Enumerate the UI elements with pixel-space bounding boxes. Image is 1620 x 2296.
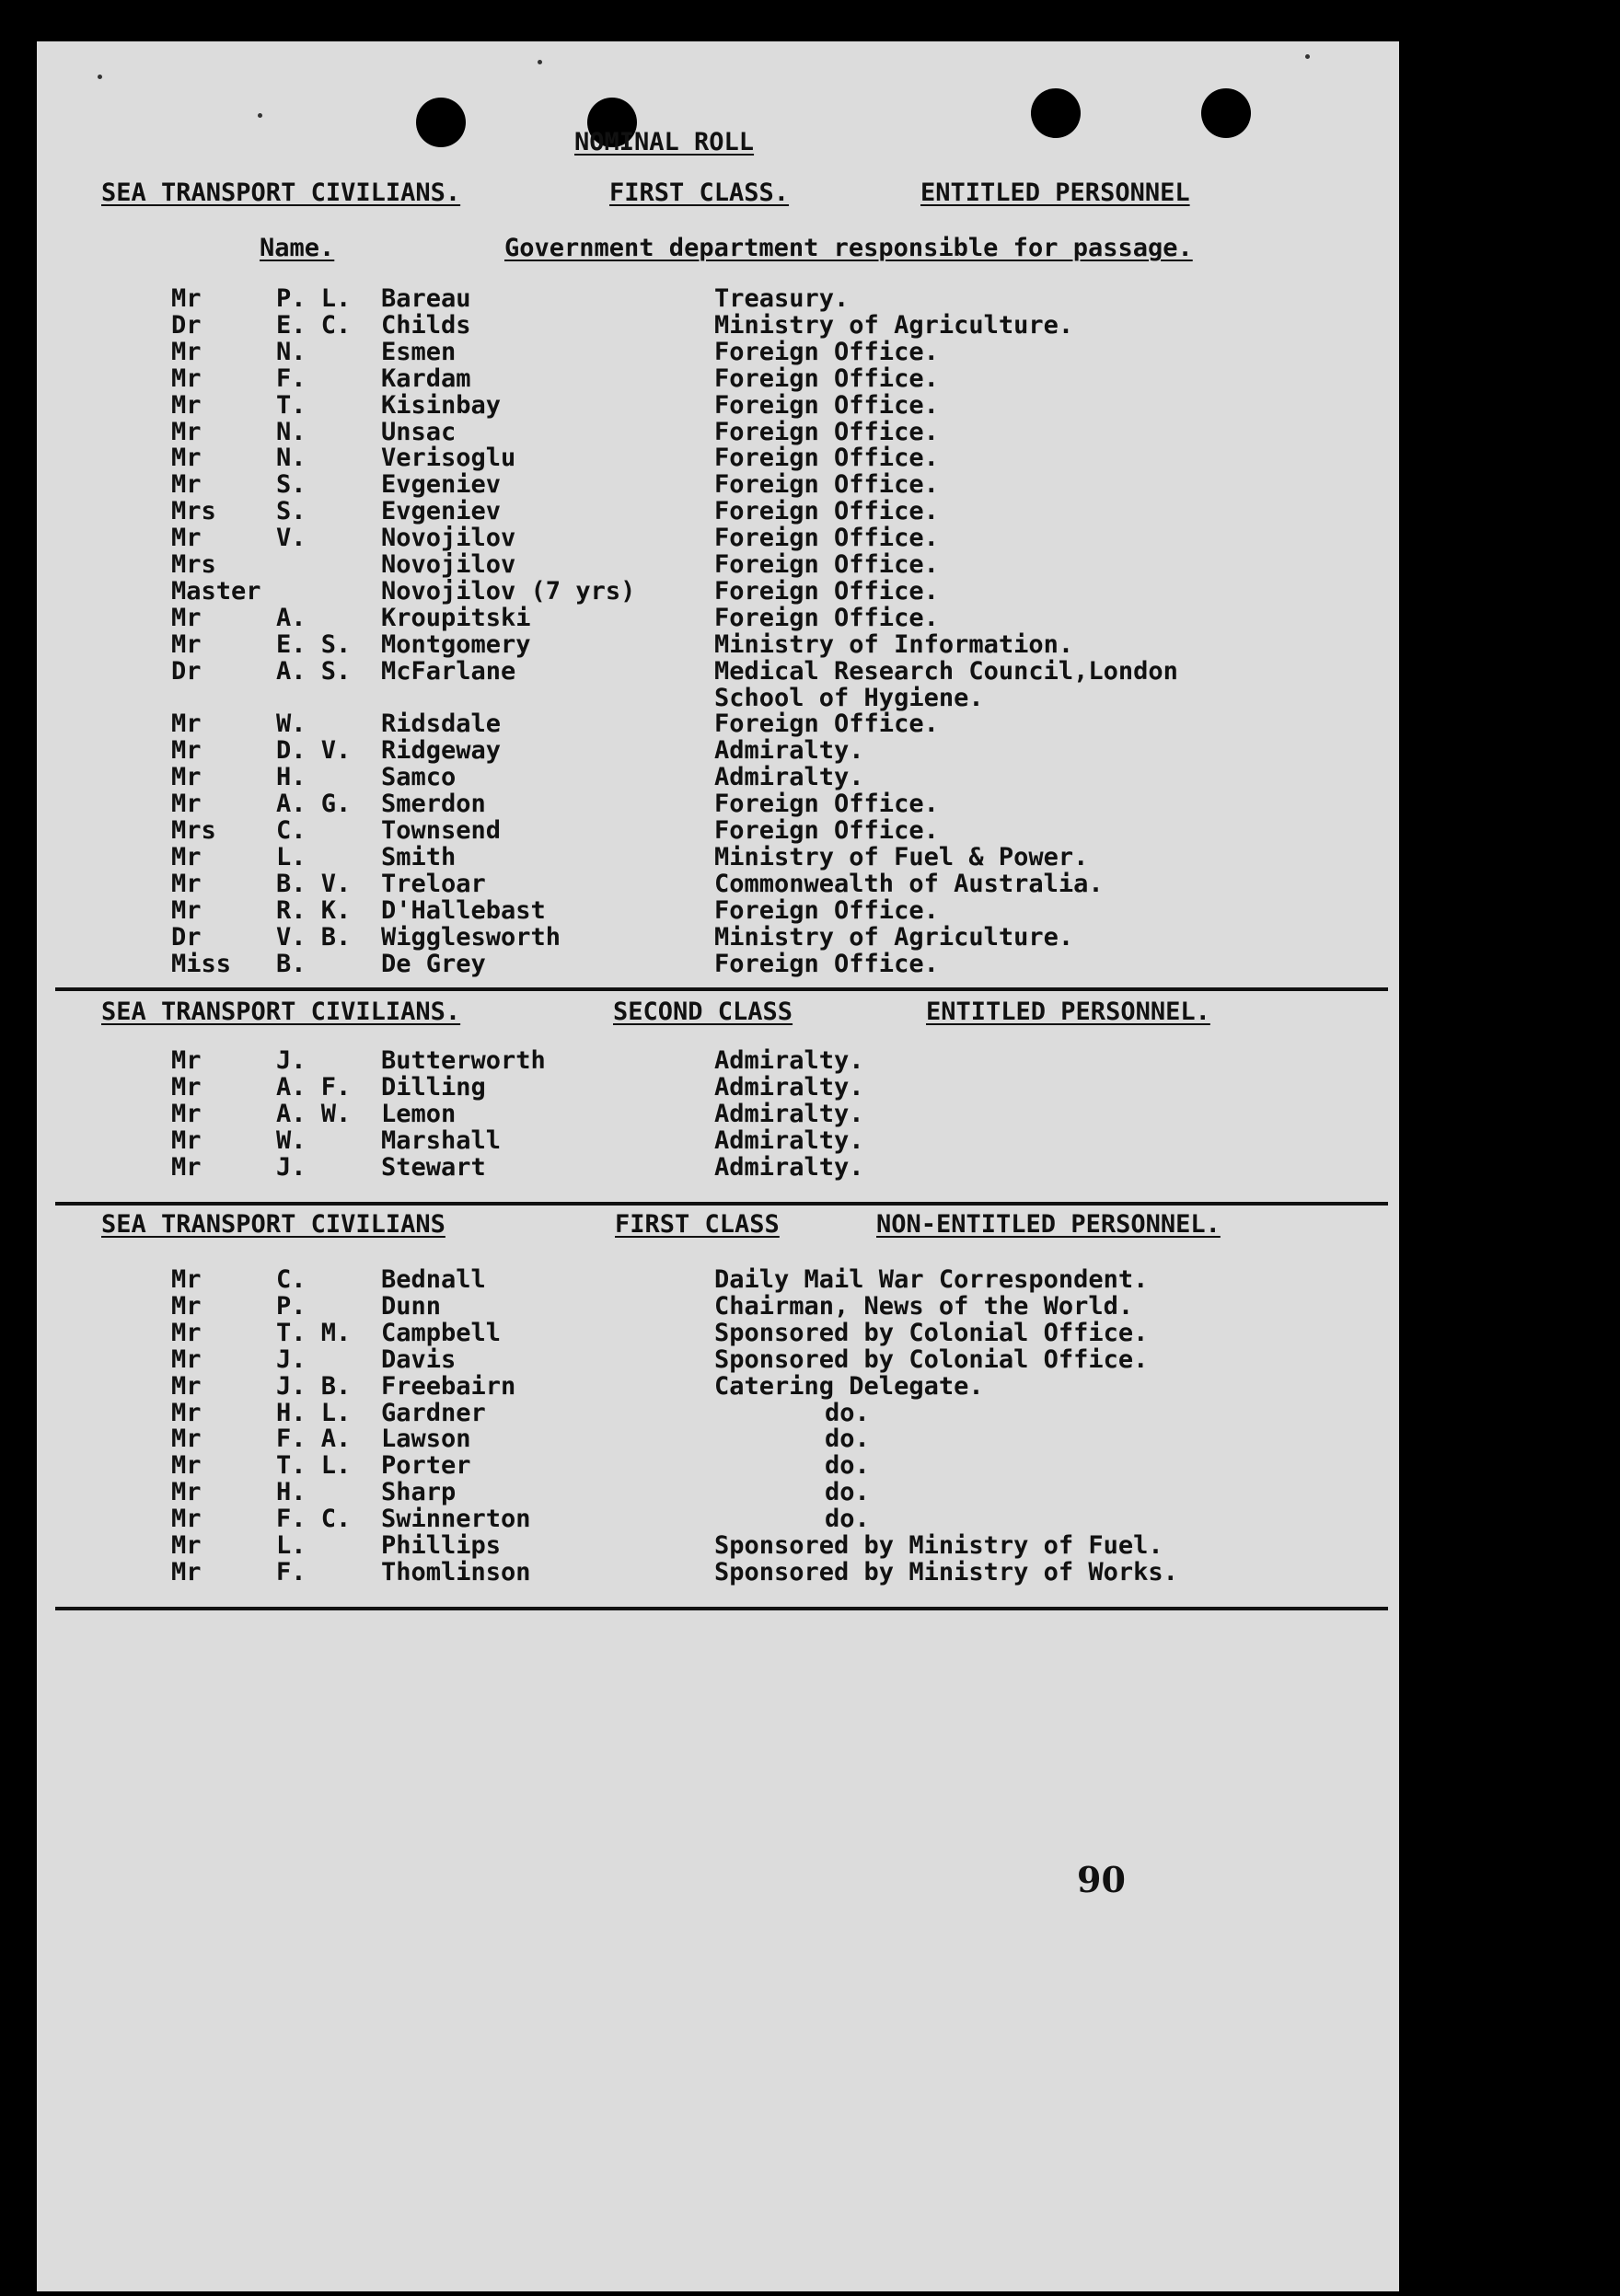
person-title: Mr: [171, 470, 202, 500]
person-initials: T. M.: [276, 1318, 352, 1347]
person-surname: Phillips: [381, 1531, 502, 1560]
person-initials: L.: [276, 1531, 307, 1560]
person-title: Mr: [171, 1072, 202, 1102]
person-initials: S.: [276, 497, 307, 526]
section-heading-entitlement: NON-ENTITLED PERSONNEL.: [876, 1210, 1221, 1239]
person-initials: C.: [276, 816, 307, 845]
person-department: Admiralty.: [714, 763, 864, 792]
person-surname: Treloar: [381, 869, 486, 898]
person-department: Chairman, News of the World.: [714, 1291, 1134, 1321]
person-department: Admiralty.: [714, 1072, 864, 1102]
person-title: Mr: [171, 390, 202, 420]
person-initials: E. S.: [276, 629, 352, 659]
person-initials: B.: [276, 949, 307, 978]
person-initials: N.: [276, 417, 307, 446]
person-initials: T. L.: [276, 1451, 352, 1481]
person-surname: Smerdon: [381, 790, 486, 819]
person-department: Admiralty.: [714, 736, 864, 766]
person-department: Treasury.: [714, 284, 850, 313]
section-divider: [55, 1202, 1388, 1206]
person-department: Sponsored by Colonial Office.: [714, 1344, 1149, 1374]
person-initials: B. V.: [276, 869, 352, 898]
person-initials: J.: [276, 1046, 307, 1075]
person-surname: Evgeniev: [381, 470, 502, 500]
person-initials: F. C.: [276, 1505, 352, 1534]
person-department: Ministry of Fuel & Power.: [714, 842, 1089, 871]
person-initials: H. L.: [276, 1398, 352, 1427]
person-surname: Ridgeway: [381, 736, 502, 766]
person-initials: F.: [276, 1557, 307, 1586]
person-surname: D'Hallebast: [381, 895, 546, 925]
person-department-continued: School of Hygiene.: [714, 683, 984, 712]
person-department: Ministry of Agriculture.: [714, 310, 1074, 340]
section-heading-class: FIRST CLASS.: [609, 179, 790, 207]
person-title: Mrs: [171, 497, 216, 526]
person-department: Sponsored by Ministry of Fuel.: [714, 1531, 1163, 1560]
person-title: Miss: [171, 949, 232, 978]
person-initials: J.: [276, 1152, 307, 1182]
person-initials: J. B.: [276, 1371, 352, 1401]
section-divider: [55, 1607, 1388, 1610]
person-department: Foreign Office.: [714, 710, 939, 739]
person-initials: A. F.: [276, 1072, 352, 1102]
person-surname: Verisoglu: [381, 444, 516, 473]
punch-hole: [416, 98, 466, 147]
person-surname: Dilling: [381, 1072, 486, 1102]
person-initials: R. K.: [276, 895, 352, 925]
person-surname: Unsac: [381, 417, 457, 446]
person-surname: Ridsdale: [381, 710, 502, 739]
person-department: Admiralty.: [714, 1046, 864, 1075]
person-title: Mr: [171, 763, 202, 792]
person-surname: Marshall: [381, 1125, 502, 1155]
person-surname: Dunn: [381, 1291, 442, 1321]
person-initials: N.: [276, 337, 307, 366]
person-surname: Campbell: [381, 1318, 502, 1347]
punch-hole: [1201, 88, 1251, 138]
person-surname: Montgomery: [381, 629, 531, 659]
person-surname: Kisinbay: [381, 390, 502, 420]
person-title: Mr: [171, 790, 202, 819]
person-surname: Stewart: [381, 1152, 486, 1182]
speck: [1305, 54, 1310, 59]
person-initials: W.: [276, 1125, 307, 1155]
person-surname: Butterworth: [381, 1046, 546, 1075]
speck: [98, 75, 102, 79]
person-department: Foreign Office.: [714, 576, 939, 606]
column-header-name: Name.: [260, 234, 335, 262]
person-surname: Gardner: [381, 1398, 486, 1427]
person-department: do.: [825, 1505, 870, 1534]
person-department: do.: [825, 1398, 870, 1427]
person-department: Foreign Office.: [714, 470, 939, 500]
section-heading-category: SEA TRANSPORT CIVILIANS.: [101, 998, 461, 1026]
person-title: Mr: [171, 1265, 202, 1294]
person-initials: F.: [276, 363, 307, 393]
person-initials: P.: [276, 1291, 307, 1321]
person-surname: Novojilov: [381, 550, 516, 579]
section-heading-class: FIRST CLASS: [615, 1210, 780, 1239]
punch-hole: [1031, 88, 1081, 138]
person-title: Mr: [171, 337, 202, 366]
person-surname: Swinnerton: [381, 1505, 531, 1534]
person-initials: L.: [276, 842, 307, 871]
person-surname: Evgeniev: [381, 497, 502, 526]
person-initials: V. B.: [276, 922, 352, 952]
section-heading-entitlement: ENTITLED PERSONNEL: [920, 179, 1190, 207]
person-department: Foreign Office.: [714, 550, 939, 579]
person-department: Foreign Office.: [714, 444, 939, 473]
person-surname: Thomlinson: [381, 1557, 531, 1586]
person-initials: T.: [276, 390, 307, 420]
person-initials: F. A.: [276, 1425, 352, 1454]
person-initials: J.: [276, 1344, 307, 1374]
person-initials: N.: [276, 444, 307, 473]
person-title: Mr: [171, 842, 202, 871]
person-title: Mr: [171, 1152, 202, 1182]
person-surname: Bednall: [381, 1265, 486, 1294]
person-surname: Davis: [381, 1344, 457, 1374]
person-surname: Lawson: [381, 1425, 471, 1454]
person-surname: Bareau: [381, 284, 471, 313]
person-surname: Wigglesworth: [381, 922, 561, 952]
person-initials: H.: [276, 1478, 307, 1507]
person-department: Foreign Office.: [714, 337, 939, 366]
speck: [258, 113, 262, 118]
person-title: Mr: [171, 363, 202, 393]
section-heading-category: SEA TRANSPORT CIVILIANS: [101, 1210, 446, 1239]
person-department: Foreign Office.: [714, 524, 939, 553]
person-initials: H.: [276, 763, 307, 792]
person-surname: Novojilov (7 yrs): [381, 576, 636, 606]
person-initials: A.: [276, 603, 307, 632]
person-surname: McFarlane: [381, 656, 516, 686]
person-title: Master: [171, 576, 261, 606]
person-initials: A. G.: [276, 790, 352, 819]
person-department: Foreign Office.: [714, 497, 939, 526]
person-title: Mr: [171, 736, 202, 766]
person-title: Mr: [171, 869, 202, 898]
person-department: Admiralty.: [714, 1125, 864, 1155]
person-title: Dr: [171, 922, 202, 952]
person-department: Foreign Office.: [714, 363, 939, 393]
person-department: Ministry of Agriculture.: [714, 922, 1074, 952]
person-initials: V.: [276, 524, 307, 553]
person-surname: Townsend: [381, 816, 502, 845]
person-surname: Kroupitski: [381, 603, 531, 632]
person-department: Foreign Office.: [714, 603, 939, 632]
person-initials: C.: [276, 1265, 307, 1294]
person-department: Foreign Office.: [714, 949, 939, 978]
person-department: Ministry of Information.: [714, 629, 1074, 659]
person-title: Dr: [171, 656, 202, 686]
person-title: Mr: [171, 444, 202, 473]
person-department: Admiralty.: [714, 1152, 864, 1182]
person-initials: D. V.: [276, 736, 352, 766]
person-title: Mr: [171, 417, 202, 446]
person-initials: W.: [276, 710, 307, 739]
person-department: Sponsored by Colonial Office.: [714, 1318, 1149, 1347]
person-title: Mr: [171, 1318, 202, 1347]
person-initials: S.: [276, 470, 307, 500]
person-surname: Freebairn: [381, 1371, 516, 1401]
person-title: Mr: [171, 1371, 202, 1401]
person-surname: Childs: [381, 310, 471, 340]
person-surname: Lemon: [381, 1099, 457, 1128]
person-surname: Novojilov: [381, 524, 516, 553]
person-department: Foreign Office.: [714, 895, 939, 925]
person-title: Mr: [171, 895, 202, 925]
person-title: Mrs: [171, 550, 216, 579]
person-surname: De Grey: [381, 949, 486, 978]
section-divider: [55, 987, 1388, 991]
person-department: Foreign Office.: [714, 816, 939, 845]
person-surname: Kardam: [381, 363, 471, 393]
column-header-department: Government department responsible for passage.: [504, 234, 1193, 262]
person-department: Foreign Office.: [714, 790, 939, 819]
person-department: Catering Delegate.: [714, 1371, 984, 1401]
person-initials: A. W.: [276, 1099, 352, 1128]
person-title: Mr: [171, 1557, 202, 1586]
section-heading-entitlement: ENTITLED PERSONNEL.: [926, 998, 1210, 1026]
section-heading-class: SECOND CLASS: [613, 998, 793, 1026]
person-title: Mr: [171, 1398, 202, 1427]
person-title: Mr: [171, 1531, 202, 1560]
person-title: Mr: [171, 629, 202, 659]
person-department: Commonwealth of Australia.: [714, 869, 1104, 898]
person-surname: Porter: [381, 1451, 471, 1481]
person-surname: Esmen: [381, 337, 457, 366]
page-number: 90: [1077, 1859, 1126, 1900]
person-department: Sponsored by Ministry of Works.: [714, 1557, 1178, 1586]
person-department: Foreign Office.: [714, 390, 939, 420]
person-department: Medical Research Council,London: [714, 656, 1178, 686]
person-surname: Sharp: [381, 1478, 457, 1507]
person-department: Admiralty.: [714, 1099, 864, 1128]
person-title: Mr: [171, 603, 202, 632]
person-title: Mr: [171, 710, 202, 739]
person-surname: Smith: [381, 842, 457, 871]
person-initials: P. L.: [276, 284, 352, 313]
person-title: Mr: [171, 524, 202, 553]
person-surname: Samco: [381, 763, 457, 792]
person-title: Mr: [171, 1425, 202, 1454]
person-title: Mr: [171, 1125, 202, 1155]
section-heading-category: SEA TRANSPORT CIVILIANS.: [101, 179, 461, 207]
person-department: Daily Mail War Correspondent.: [714, 1265, 1149, 1294]
person-title: Mr: [171, 1046, 202, 1075]
person-department: do.: [825, 1451, 870, 1481]
person-department: Foreign Office.: [714, 417, 939, 446]
person-initials: E. C.: [276, 310, 352, 340]
person-department: do.: [825, 1425, 870, 1454]
person-title: Mr: [171, 1478, 202, 1507]
person-title: Mr: [171, 1451, 202, 1481]
person-title: Mrs: [171, 816, 216, 845]
speck: [538, 60, 542, 64]
person-title: Mr: [171, 284, 202, 313]
person-department: do.: [825, 1478, 870, 1507]
person-title: Dr: [171, 310, 202, 340]
person-title: Mr: [171, 1344, 202, 1374]
person-title: Mr: [171, 1099, 202, 1128]
person-title: Mr: [171, 1505, 202, 1534]
person-title: Mr: [171, 1291, 202, 1321]
document-title: NOMINAL ROLL: [574, 128, 755, 156]
person-initials: A. S.: [276, 656, 352, 686]
